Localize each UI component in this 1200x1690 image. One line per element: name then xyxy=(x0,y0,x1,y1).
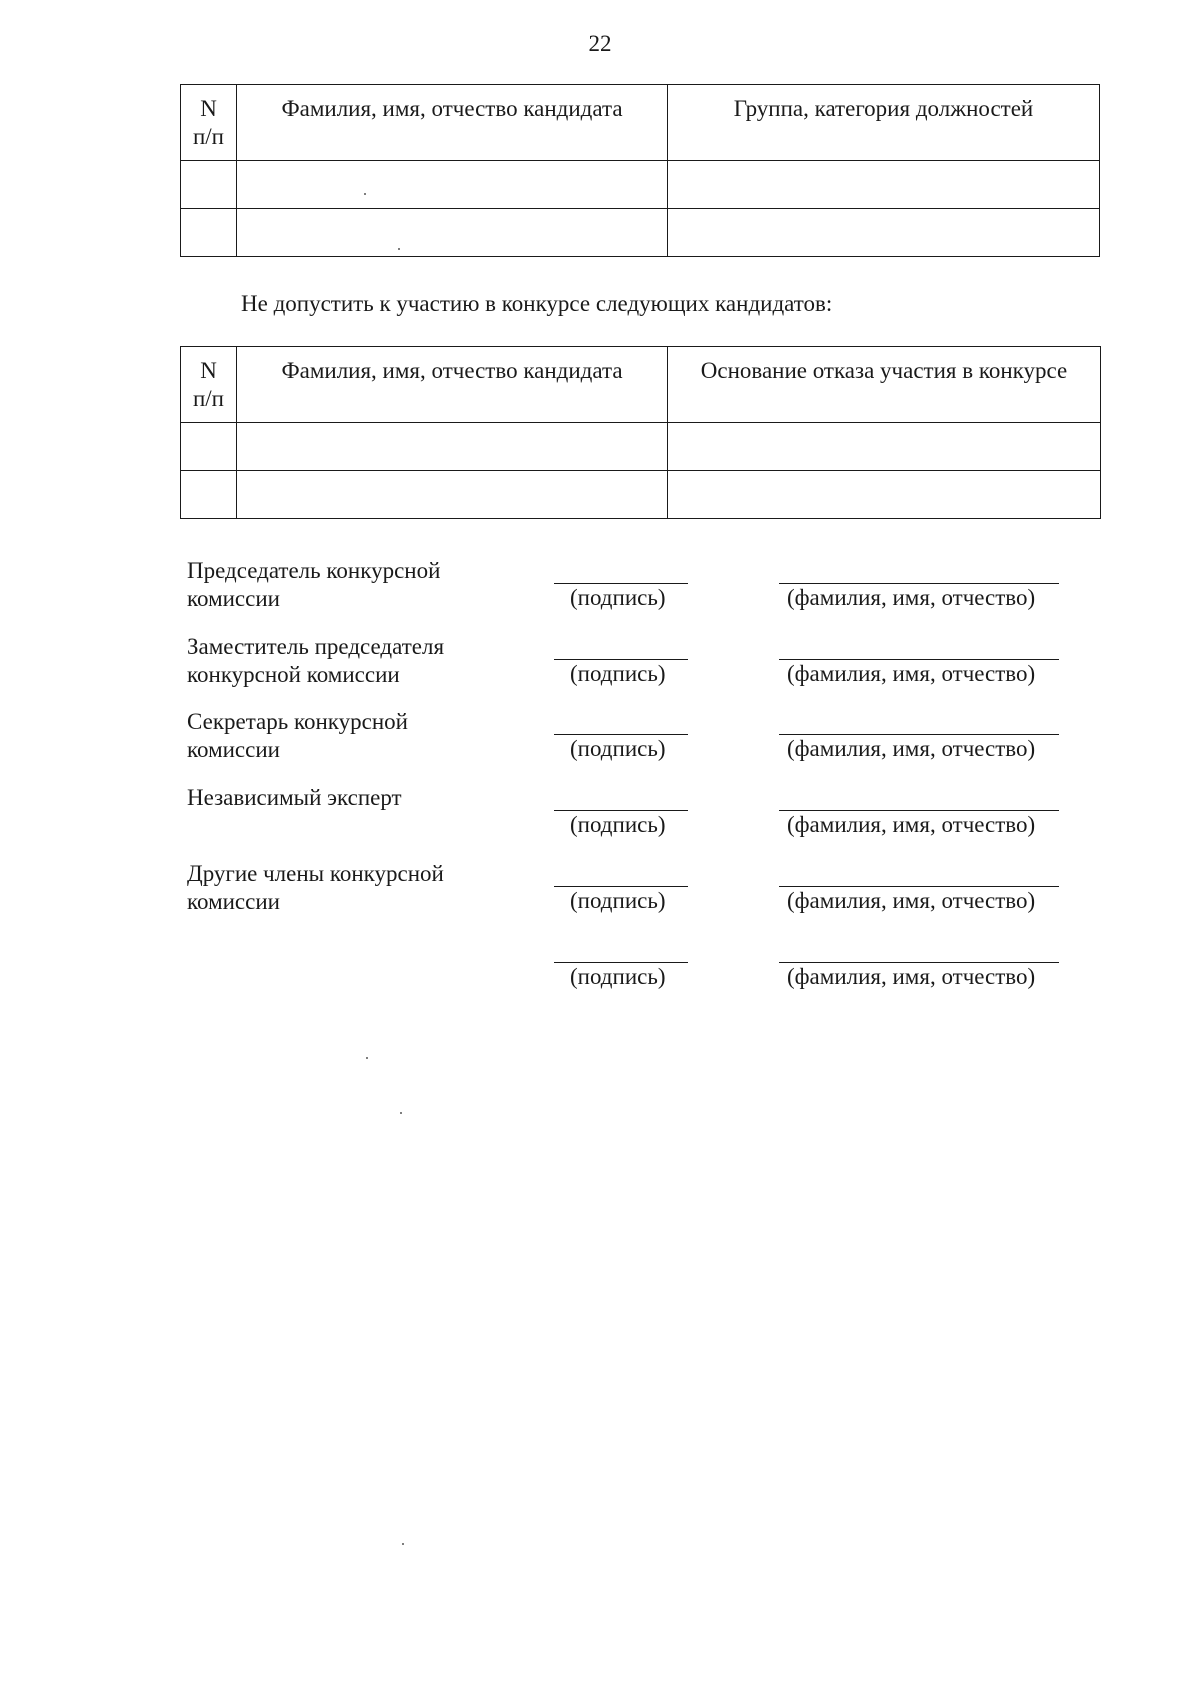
rejected-intro-text: Не допустить к участию в конкурсе следующих кандидатов: xyxy=(241,291,833,316)
signature-caption: (подпись) xyxy=(570,661,666,686)
admitted-candidates-table xyxy=(180,84,1100,257)
cell-number xyxy=(181,471,237,519)
cell-candidate-name xyxy=(237,471,668,519)
table-row xyxy=(181,471,1101,519)
signature-caption: (подпись) xyxy=(570,964,666,989)
signature-role-line1: Другие члены конкурсной xyxy=(187,861,444,886)
header-number-n: N xyxy=(200,96,217,121)
signature-role-line1: Председатель конкурсной xyxy=(187,558,441,583)
signature-role xyxy=(187,708,408,764)
header-number xyxy=(181,85,237,161)
table-header-row xyxy=(181,347,1101,423)
table-row xyxy=(181,209,1100,257)
header-number-pp: п/п xyxy=(192,386,224,411)
name-caption: (фамилия, имя, отчество) xyxy=(787,585,1036,610)
cell-position-group xyxy=(668,209,1100,257)
signature-role-line2: комиссии xyxy=(187,889,280,914)
header-number xyxy=(181,347,237,423)
signature-role-line1: Секретарь конкурсной xyxy=(187,709,408,734)
cell-candidate-name xyxy=(237,161,668,209)
header-number-n: N xyxy=(200,358,217,383)
cell-number xyxy=(181,423,237,471)
header-rejection-reason: Основание отказа участия в конкурсе xyxy=(668,347,1101,423)
table-row xyxy=(181,423,1101,471)
cell-rejection-reason xyxy=(668,471,1101,519)
scan-speck xyxy=(364,193,366,195)
cell-position-group xyxy=(668,161,1100,209)
signature-role-line1: Независимый эксперт xyxy=(187,785,402,810)
header-number-pp: п/п xyxy=(192,124,224,149)
rejected-candidates-table xyxy=(180,346,1101,519)
name-caption: (фамилия, имя, отчество) xyxy=(787,812,1036,837)
name-caption: (фамилия, имя, отчество) xyxy=(787,736,1036,761)
scan-speck xyxy=(398,248,400,250)
name-caption: (фамилия, имя, отчество) xyxy=(787,661,1036,686)
scan-speck xyxy=(400,1112,402,1114)
signature-caption: (подпись) xyxy=(570,585,666,610)
table-row xyxy=(181,161,1100,209)
cell-rejection-reason xyxy=(668,423,1101,471)
signature-role-line1: Заместитель председателя xyxy=(187,634,445,659)
header-candidate-name: Фамилия, имя, отчество кандидата xyxy=(237,85,668,161)
cell-candidate-name xyxy=(237,209,668,257)
signature-role xyxy=(187,633,444,689)
table-header-row xyxy=(181,85,1100,161)
page-number: 22 xyxy=(588,31,612,56)
signature-role-line2: комиссии xyxy=(187,737,280,762)
name-caption: (фамилия, имя, отчество) xyxy=(787,964,1036,989)
signature-role-line2: комиссии xyxy=(187,586,280,611)
signature-caption: (подпись) xyxy=(570,736,666,761)
cell-number xyxy=(181,209,237,257)
signature-role xyxy=(187,784,402,812)
name-caption: (фамилия, имя, отчество) xyxy=(787,888,1036,913)
signature-role xyxy=(187,860,444,916)
header-position-group: Группа, категория должностей xyxy=(668,85,1100,161)
scan-speck xyxy=(402,1543,404,1545)
signature-role-line2: конкурсной комиссии xyxy=(187,662,400,687)
cell-candidate-name xyxy=(237,423,668,471)
header-candidate-name: Фамилия, имя, отчество кандидата xyxy=(237,347,668,423)
scan-speck xyxy=(366,1057,368,1059)
cell-number xyxy=(181,161,237,209)
signature-caption: (подпись) xyxy=(570,888,666,913)
signature-caption: (подпись) xyxy=(570,812,666,837)
signature-role xyxy=(187,557,440,613)
